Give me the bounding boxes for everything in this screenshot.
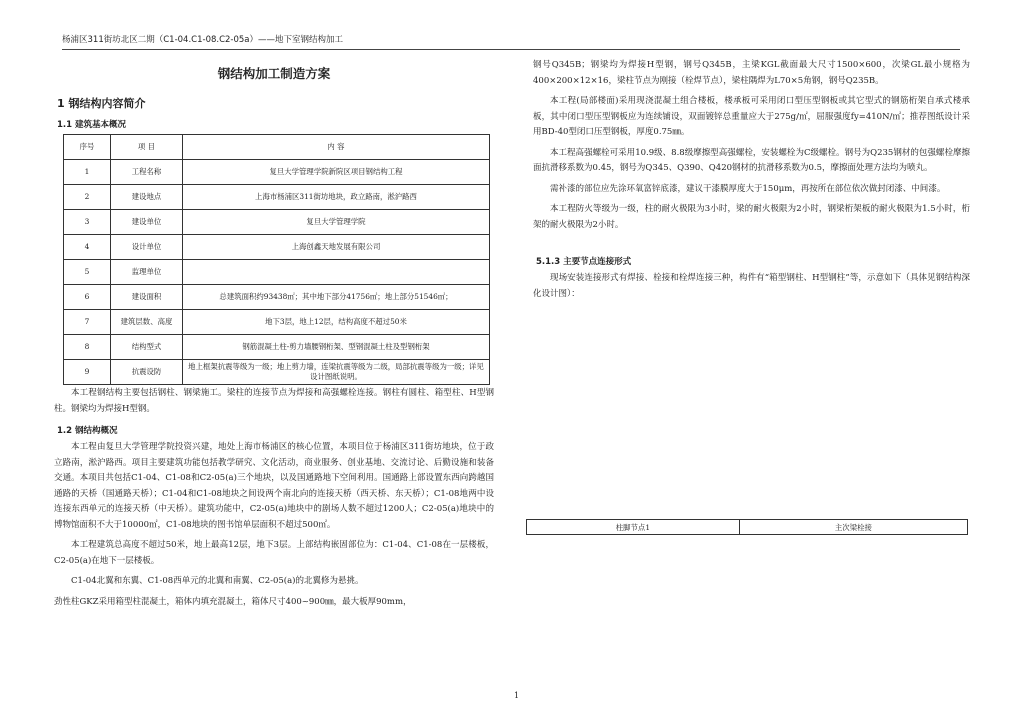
paragraph: 需补漆的部位应先涂环氧富锌底漆，建议干漆膜厚度大于150μm，再按所在部位依次做封闭漆、中间漆。 <box>550 183 946 194</box>
paragraph: 现场安装连接形式有焊接、栓接和栓焊连接三种，构件有“箱型钢柱、H型钢柱”等，示意如下（具体见钢结构深化设计图）： <box>533 273 970 299</box>
paragraph: 本工程(局部楼面)采用现浇混凝土组合楼板，楼承板可采用闭口型压型钢板或其它型式的钢筋桁架自承式楼承板，其中闭口型压型钢板应为连续铺设，双面镀锌总重量应大于275g/㎡，屈服强度fy=410N/㎡；推荐图纸设计采用BD-40型闭口压型钢板，厚度0.75㎜。 <box>533 96 970 137</box>
table-cell: 工程名称 <box>111 160 183 185</box>
paragraph: 本工程钢结构主要包括钢柱、钢梁施工。梁柱的连接节点为焊接和高强螺栓连接。钢柱有圆柱、箱型柱、H型钢柱。钢梁均为焊接H型钢。 <box>54 388 494 414</box>
table-cell: 7 <box>64 310 111 335</box>
table-header-cell: 序号 <box>64 135 111 160</box>
table-row <box>64 310 490 335</box>
table-row <box>64 360 490 385</box>
paragraph: 本工程高强螺栓可采用10.9级、8.8级摩擦型高强螺栓，安装螺栓为C级螺栓。钢号为Q235钢材的包强螺栓摩擦面抗滑移系数为0.45，钢号为Q345、Q390、Q420钢材的抗滑移系数为0.5，摩擦面处理方法均为喷丸。 <box>533 147 970 173</box>
table-cell: 5 <box>64 260 111 285</box>
table-row <box>64 185 490 210</box>
section-heading: 1 钢结构内容简介 <box>57 97 146 110</box>
paragraph: 本工程由复旦大学管理学院投资兴建，地处上海市杨浦区的核心位置，本项目位于杨浦区311街坊地块，位于政立路南，淞沪路西。项目主要建筑功能包括教学研究、文化活动，商业服务、创业基地、交流讨论、后勤设施和装备交通。本项目共包括C1-04、C1-08和C2-05(a)三个地块，以及国通路地下空间利用。国通路上部设置东西向跨越国通路的天桥（国通路天桥）；C1-04和C1-08地块之间设两个南北向的连接天桥（西天桥、东天桥）；C1-08地两中设连接东西单元的连接天桥（中天桥）。建筑功能中，C2-05(a)地块中的剧场人数不超过1200人；C2-05(a)地块中的博物馆面积不大于10000㎡，C1-08地块的图书馆单层面积不超过500㎡。 <box>54 442 494 530</box>
subsection-heading: 5.1.3 主要节点连接形式 <box>536 257 632 267</box>
table-cell: 6 <box>64 285 111 310</box>
table-row <box>64 210 490 235</box>
table-cell: 8 <box>64 335 111 360</box>
table-cell: 地上框架抗震等级为一级；地上剪力墙，连梁抗震等级为二级，局部抗震等级为一级；详见设计图纸说明。 <box>183 360 490 385</box>
table-cell: 抗震设防 <box>111 360 183 385</box>
node-figure-table <box>526 519 968 535</box>
table-row <box>64 335 490 360</box>
table-cell: 监理单位 <box>111 260 183 285</box>
table-row <box>64 160 490 185</box>
table-cell: 设计单位 <box>111 235 183 260</box>
paragraph: C1-04北翼和东翼、C1-08西单元的北翼和南翼、C2-05(a)的北翼修为悬挑。 <box>71 576 364 586</box>
paragraph: 本工程建筑总高度不超过50米，地上最高12层，地下3层。上部结构嵌固部位为：C1-04、C1-08在一层楼板，C2-05(a)在地下一层楼板。 <box>54 540 494 566</box>
table-cell: 复旦大学管理学院新院区项目钢结构工程 <box>183 160 490 185</box>
right-column <box>533 58 970 302</box>
subsection-heading: 1.1 建筑基本概况 <box>57 120 127 130</box>
table-row <box>64 235 490 260</box>
paragraph: 劲性柱GKZ采用箱型柱混凝土，箱体内填充混凝土，箱体尺寸400~900㎜，最大板厚90mm， <box>54 596 412 607</box>
table-cell: 地下3层，地上12层，结构高度不超过50米 <box>183 310 490 335</box>
table-cell: 2 <box>64 185 111 210</box>
left-column <box>54 58 494 610</box>
table-cell: 上海创鑫天地发展有限公司 <box>183 235 490 260</box>
table-cell <box>183 260 490 285</box>
table-header-cell: 内 容 <box>183 135 490 160</box>
page-number: 1 <box>514 691 520 700</box>
table-cell: 1 <box>64 160 111 185</box>
document-title: 钢结构加工制造方案 <box>217 66 331 81</box>
page-header: 杨浦区311街坊北区二期（C1-04.C1-08.C2-05a）——地下室钢结构加工 <box>62 34 960 50</box>
project-info-table <box>63 134 490 385</box>
table-header-cell: 项 目 <box>111 135 183 160</box>
table-cell: 总建筑面积约93438㎡；其中地下部分41756㎡；地上部分51546㎡； <box>183 285 490 310</box>
table-cell: 建设单位 <box>111 210 183 235</box>
table-cell: 9 <box>64 360 111 385</box>
subsection-heading: 1.2 钢结构概况 <box>57 426 118 436</box>
paragraph: 钢号Q345B；钢梁均为焊接H型钢，钢号Q345B，主梁KGL截面最大尺寸1500×600，次梁GL最小规格为400×200×12×16，梁柱节点为刚接（栓焊节点），梁柱隅焊为L70×5角钢，钢号Q235B。 <box>533 60 970 86</box>
node-caption: 柱脚节点1 <box>527 520 740 535</box>
table-cell: 建设面积 <box>111 285 183 310</box>
table-row <box>64 285 490 310</box>
paragraph: 本工程防火等级为一级，柱的耐火极限为3小时，梁的耐火极限为2小时，钢梁桁架板的耐火极限为1.5小时，桁架的耐火极限为2小时。 <box>533 204 970 230</box>
table-cell: 建筑层数、高度 <box>111 310 183 335</box>
table-cell: 4 <box>64 235 111 260</box>
table-row <box>64 260 490 285</box>
table-cell: 复旦大学管理学院 <box>183 210 490 235</box>
table-cell: 3 <box>64 210 111 235</box>
node-caption: 主次梁栓接 <box>739 520 967 535</box>
table-header-row <box>64 135 490 160</box>
table-cell: 建设地点 <box>111 185 183 210</box>
table-cell: 钢筋混凝土柱-剪力墙腰钢桁架、型钢混凝土柱及型钢桁架 <box>183 335 490 360</box>
table-cell: 结构型式 <box>111 335 183 360</box>
table-cell: 上海市杨浦区311街坊地块，政立路南，淞沪路西 <box>183 185 490 210</box>
